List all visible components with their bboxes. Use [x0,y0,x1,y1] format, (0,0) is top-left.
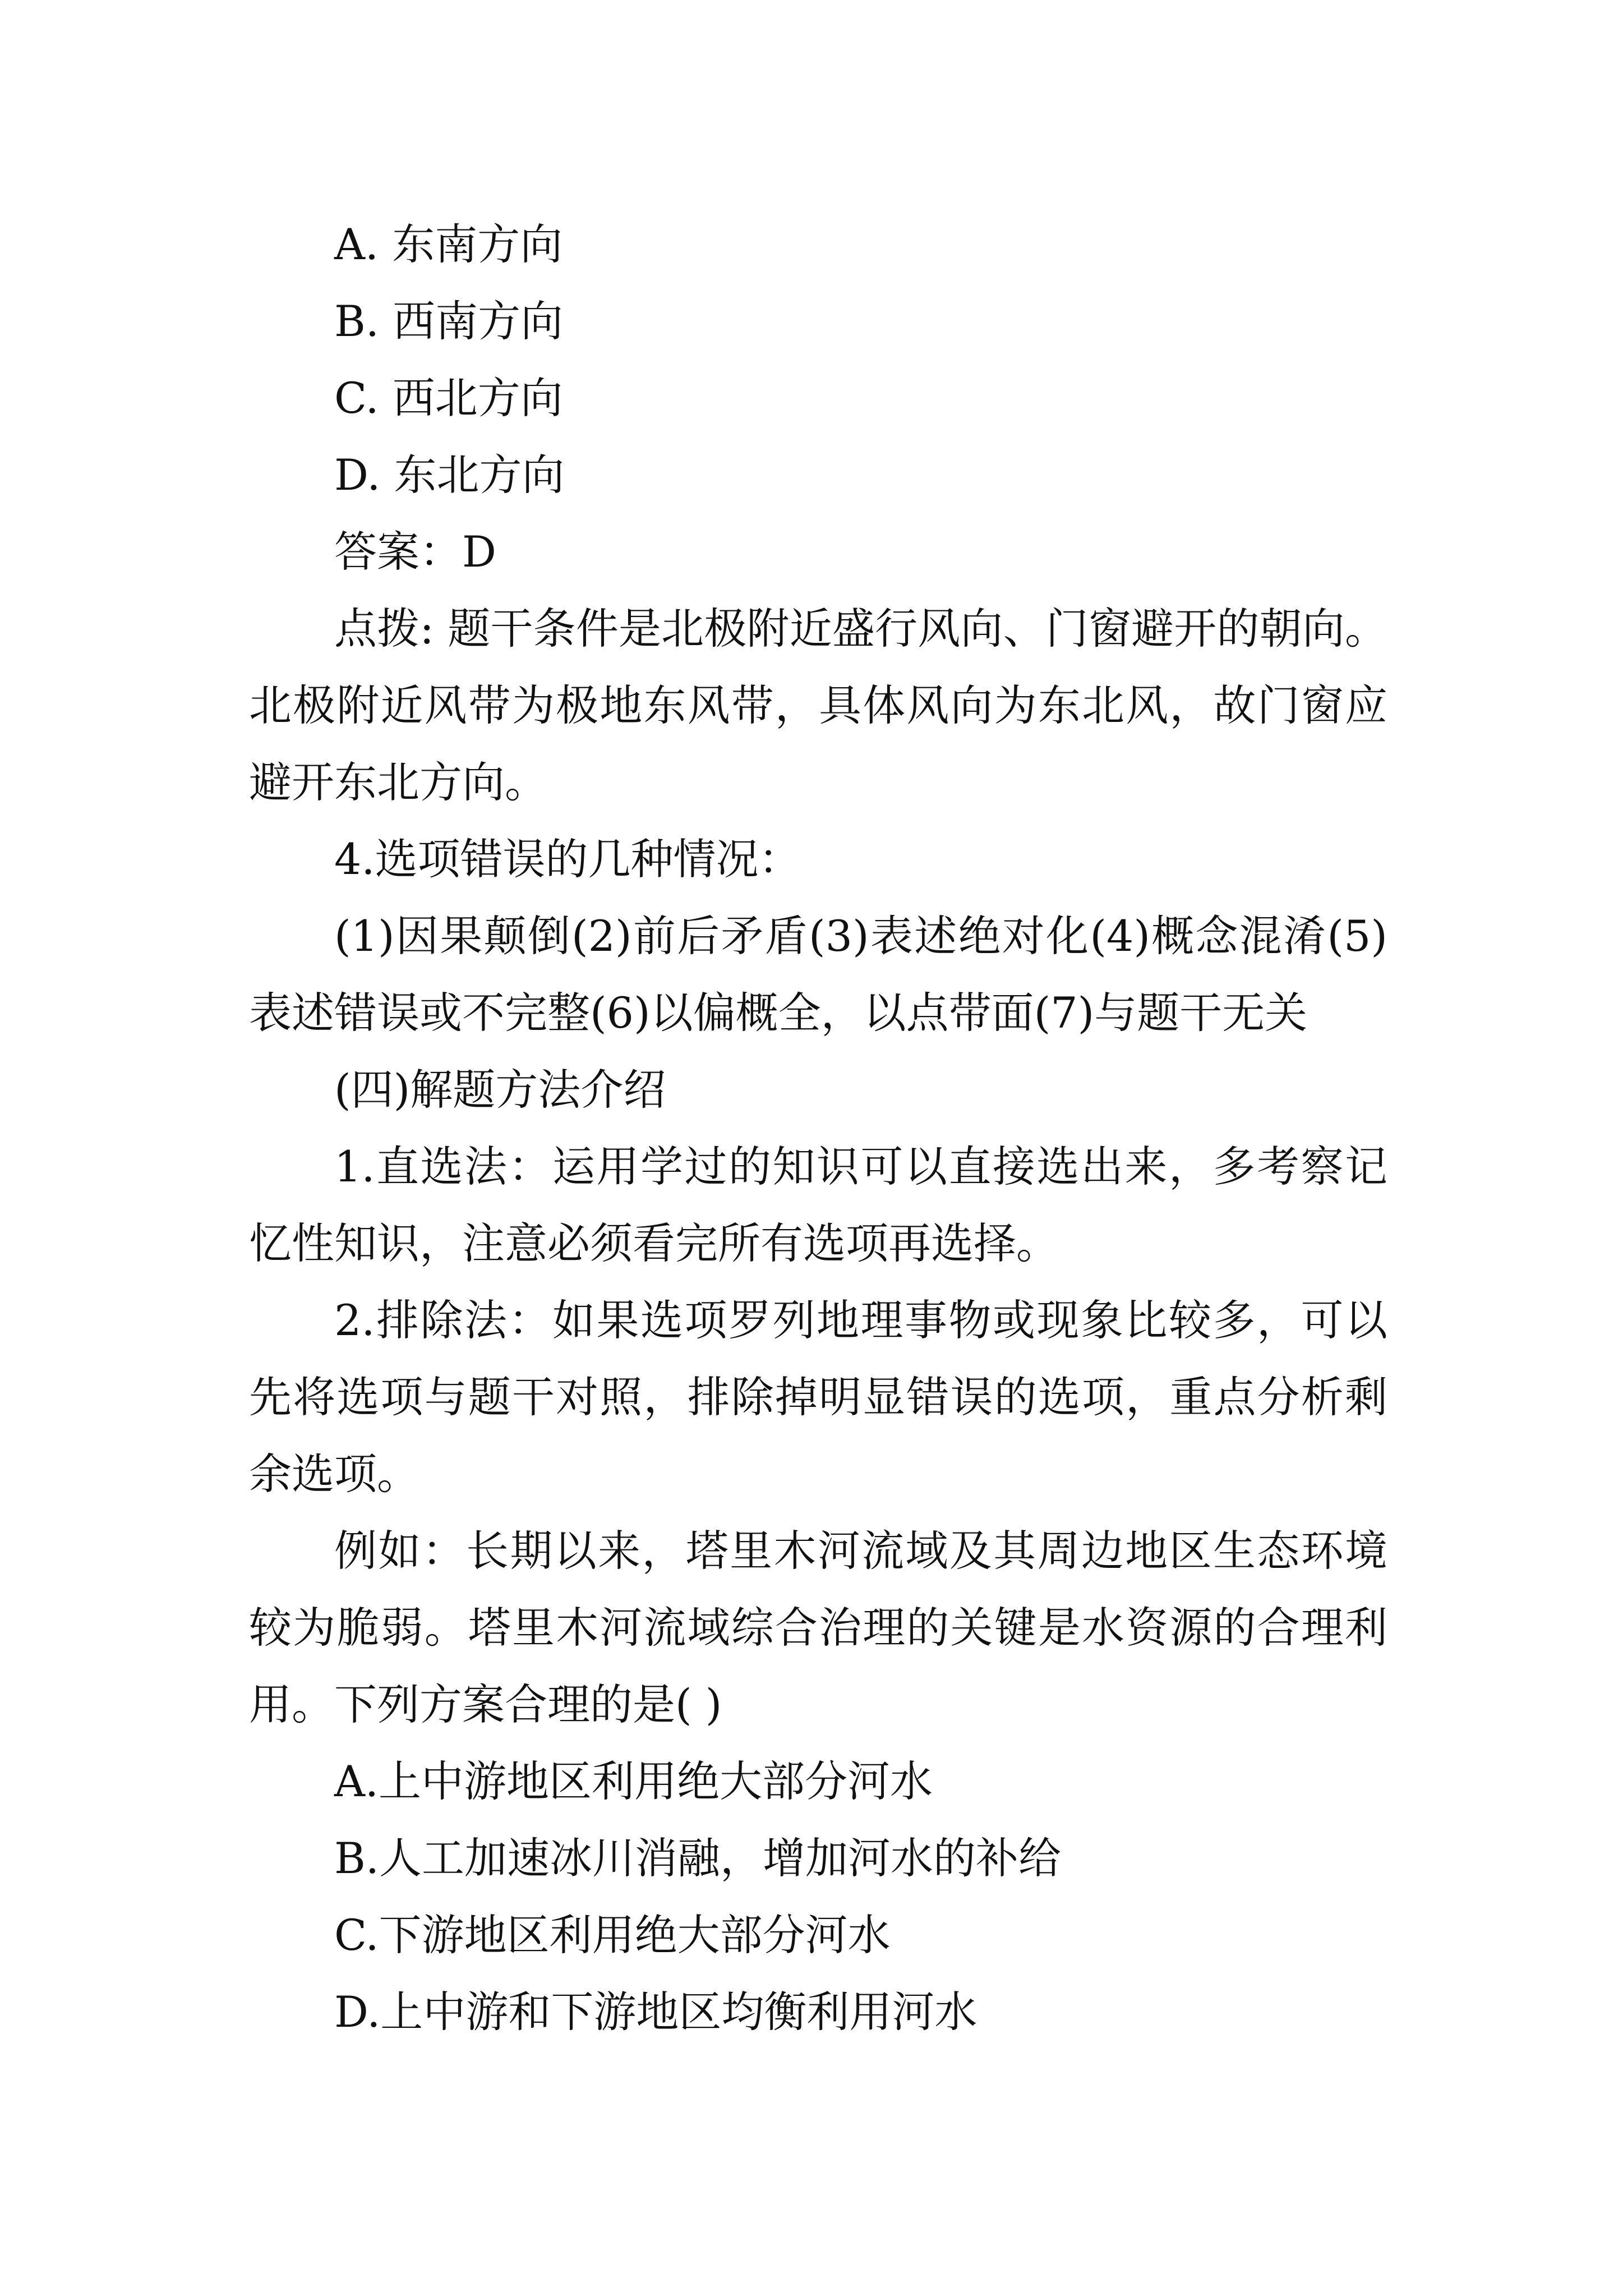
section-heading-methods: (四)解题方法介绍 [334,1065,666,1115]
section-heading-wrong-options: 4.选项错误的几种情况： [334,834,801,884]
wrong-options-list: (1)因果颠倒(2)前后矛盾(3)表述绝对化(4)概念混淆(5)表述错误或不完整(6)以偏概全，以点带面(7)与题干无关 [249,911,1387,1038]
option-d: D. 东北方向 [334,450,565,500]
example-option-a: A.上中游地区利用绝大部分河水 [334,1756,933,1806]
option-b: B. 西南方向 [334,296,564,346]
option-c: C. 西北方向 [334,373,563,423]
document-body [249,206,1387,2050]
answer-line: 答案：D [334,527,496,577]
option-a: A. 东南方向 [334,219,563,269]
method-direct-selection: 1.直选法：运用学过的知识可以直接选出来，多考察记忆性知识，注意必须看完所有选项再选择。 [249,1142,1387,1268]
explanation-paragraph: 点拨: 题干条件是北极附近盛行风向、门窗避开的朝向。北极附近风带为极地东风带，具体风向为东北风，故门窗应避开东北方向。 [249,604,1387,807]
example-option-c: C.下游地区利用绝大部分河水 [334,1910,891,1960]
method-elimination: 2.排除法：如果选项罗列地理事物或现象比较多，可以先将选项与题干对照，排除掉明显错误的选项，重点分析剩余选项。 [249,1295,1387,1499]
example-option-b: B.人工加速冰川消融，增加河水的补给 [334,1833,1062,1883]
example-question: 例如：长期以来，塔里木河流域及其周边地区生态环境较为脆弱。塔里木河流域综合治理的关键是水资源的合理利用。下列方案合理的是( ) [249,1526,1387,1729]
example-option-d: D.上中游和下游地区均衡利用河水 [334,1987,978,2037]
